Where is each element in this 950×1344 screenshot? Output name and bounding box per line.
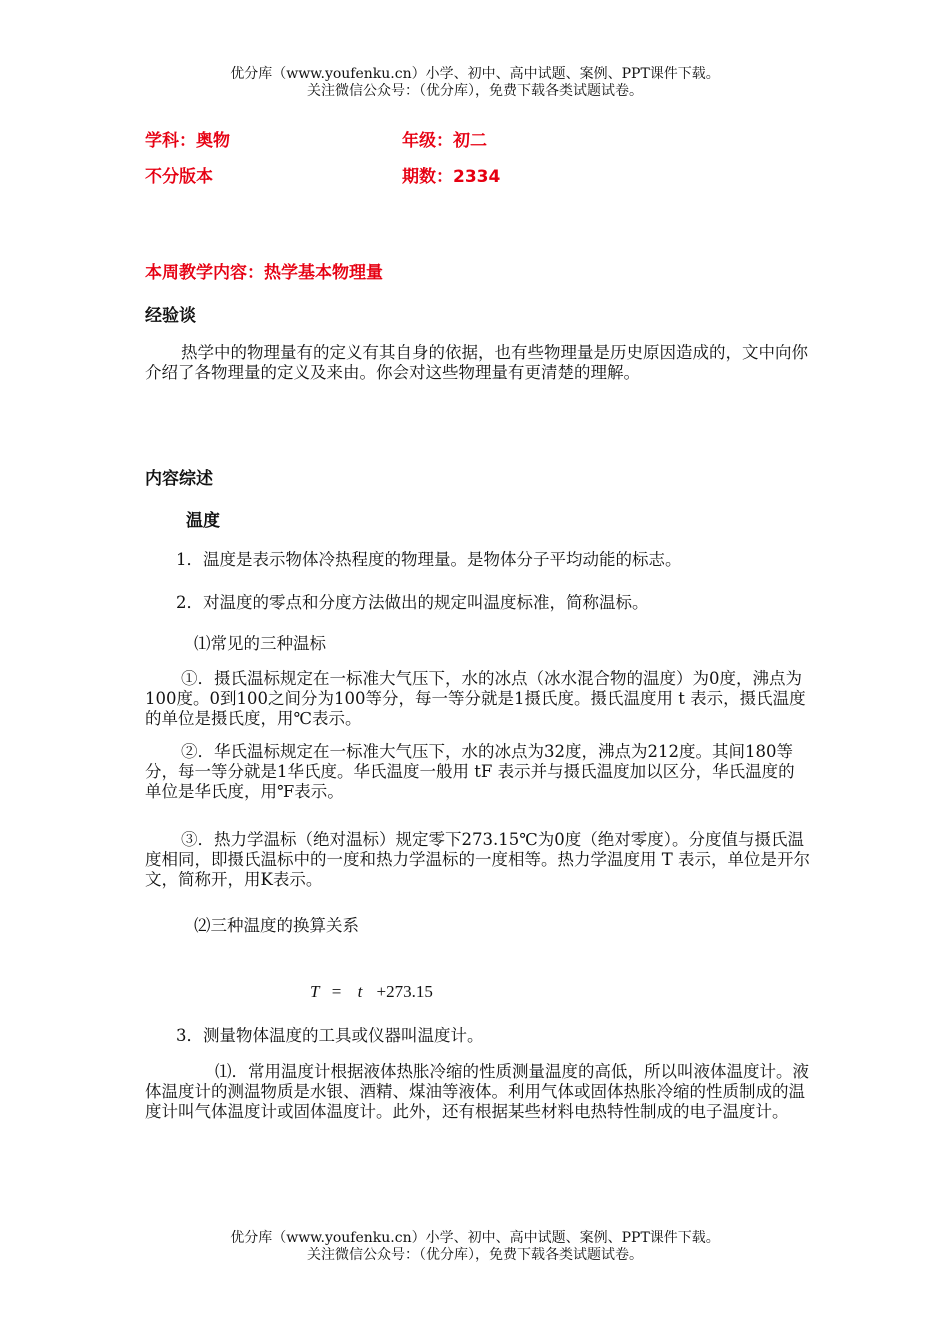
item-3: 3．测量物体温度的工具或仪器叫温度计。 [176,1026,484,1045]
experience-paragraph: 热学中的物理量有的定义有其自身的依据，也有些物理量是历史原因造成的，文中向你介绍了各物理量的定义及来由。你会对这些物理量有更清楚的理解。 [145,343,808,382]
celsius-paragraph: ①．摄氏温标规定在一标准大气压下，水的冰点（冰水混合物的温度）为0度，沸点为100度。0到100之间分为100等分，每一等分就是1摄氏度。摄氏温度用 t 表示，摄氏温度的单位是摄氏度，用℃表示。 [145,669,806,728]
kelvin-paragraph: ③．热力学温标（绝对温标）规定零下273.15℃为0度（绝对零度）。分度值与摄氏温度相同，即摄氏温标中的一度和热力学温标的一度相等。热力学温度用 T 表示，单位是开尔文，简称开，用K表示。 [145,830,810,889]
header-line-2: 关注微信公众号：（优分库），免费下载各类试题试卷。 [307,83,643,99]
item-1: 1．温度是表示物体冷热程度的物理量。是物体分子平均动能的标志。 [176,550,682,569]
sub-heading-1: ⑴常见的三种温标 [194,634,326,653]
formula-t: t [357,982,363,1001]
issue-label: 期数：2334 [402,167,501,187]
summary-heading: 内容综述 [145,469,213,489]
subject-label: 学科：奥物 [145,131,230,151]
edition-label: 不分版本 [145,167,213,187]
item-2: 2．对温度的零点和分度方法做出的规定叫温度标准，简称温标。 [176,593,649,612]
header-line-1: 优分库（www.youfenku.cn）小学、初中、高中试题、案例、PPT课件下载。 [230,66,720,82]
formula-constant: +273.15 [376,982,433,1001]
fahrenheit-paragraph: ②．华氏温标规定在一标准大气压下，水的冰点为32度，沸点为212度。其间180等分，每一等分就是1华氏度。华氏温度一般用 tF 表示并与摄氏温度加以区分，华氏温度的单位是华氏度，用℉表示。 [145,742,795,801]
page-footer [0,1230,950,1264]
sub-heading-2: ⑵三种温度的换算关系 [194,916,359,935]
footer-line-1: 优分库（www.youfenku.cn）小学、初中、高中试题、案例、PPT课件下载。 [230,1230,720,1246]
footer-line-2: 关注微信公众号：（优分库），免费下载各类试题试卷。 [307,1247,643,1263]
conversion-formula [310,982,433,1002]
formula-equals: = [331,982,342,1001]
temperature-heading: 温度 [186,511,220,531]
grade-label: 年级：初二 [402,131,487,151]
page-header [0,66,950,100]
week-content-heading: 本周教学内容：热学基本物理量 [145,263,383,283]
formula-T: T [310,982,320,1001]
experience-heading: 经验谈 [145,306,196,326]
thermometer-paragraph: ⑴．常用温度计根据液体热胀冷缩的性质测量温度的高低，所以叫液体温度计。液体温度计的测温物质是水银、酒精、煤油等液体。利用气体或固体热胀冷缩的性质制成的温度计叫气体温度计或固体温度计。此外，还有根据某些材料电热特性制成的电子温度计。 [145,1062,809,1121]
